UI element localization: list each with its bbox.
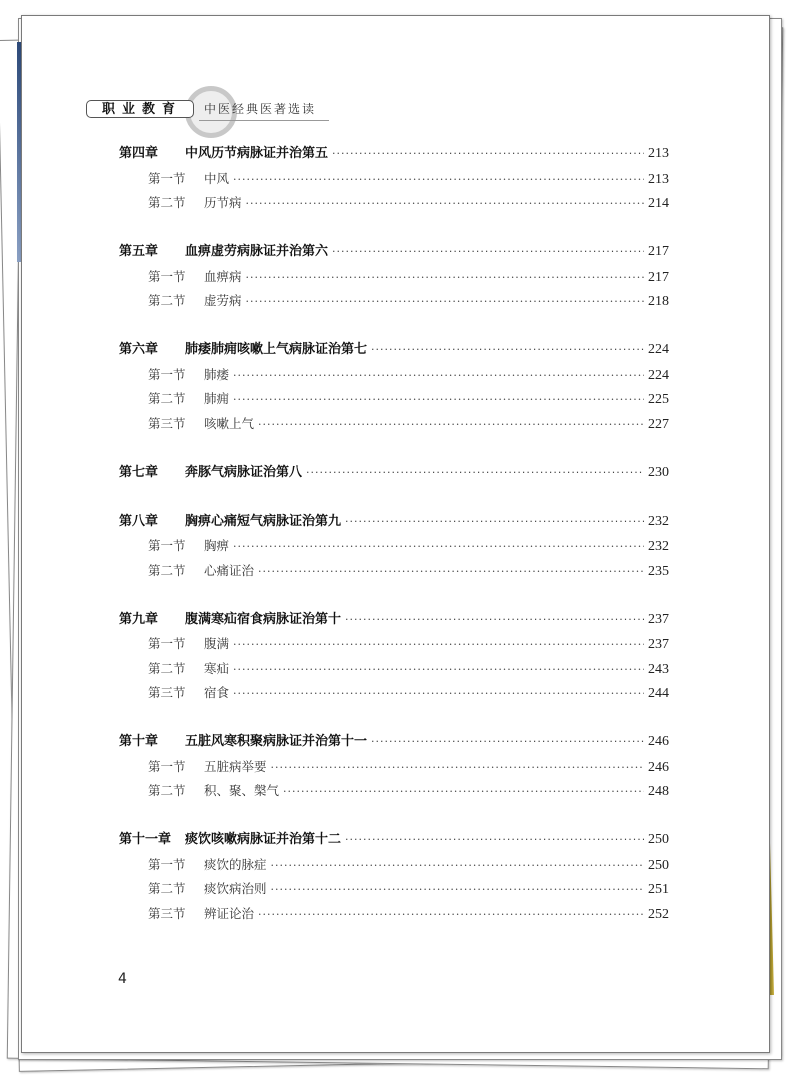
toc-section-entry-page: 250 [648, 857, 669, 873]
toc-section-entry-number: 第一节 [148, 268, 186, 284]
toc-section-entry-title: 心痛证治 [204, 562, 255, 578]
toc-section-entry-page: 248 [648, 784, 669, 799]
dot-leader [258, 903, 644, 928]
toc-chapter-entry-page: 250 [648, 832, 669, 847]
toc-section-entry-page: 232 [648, 539, 669, 554]
chapter-group [119, 730, 669, 804]
toc-chapter-entry-title: 五脏风寒积聚病脉证并治第十一 [185, 734, 368, 749]
dot-leader [332, 240, 644, 265]
toc-chapter-entry-number: 第七章 [119, 464, 159, 480]
chapter-group [119, 461, 669, 486]
toc-section-entry-title: 胸痹 [204, 538, 230, 553]
toc-section-entry-title: 咳嗽上气 [204, 415, 255, 431]
toc-section-entry-title: 腹满 [204, 636, 230, 651]
dot-leader [246, 266, 644, 291]
header-rule [199, 120, 329, 121]
toc-section-entry-title: 肺痿 [204, 366, 230, 382]
toc-section-entry-number: 第二节 [148, 562, 186, 578]
toc-section-entry[interactable] [119, 412, 669, 437]
toc-section-entry-number: 第三节 [148, 685, 186, 700]
toc-chapter-entry-page: 237 [648, 611, 669, 627]
toc-section-entry[interactable] [119, 853, 669, 878]
dot-leader [233, 682, 644, 707]
dot-leader [233, 633, 644, 658]
toc-section-entry[interactable] [119, 779, 669, 804]
toc-section-entry[interactable] [119, 387, 669, 412]
toc-chapter-entry-page: 246 [648, 734, 669, 749]
toc-section-entry-number: 第一节 [148, 366, 186, 382]
toc-section-entry-title: 寒疝 [204, 660, 230, 676]
toc-chapter-entry[interactable] [119, 828, 669, 853]
toc-section-entry-page: 237 [648, 637, 669, 652]
toc-section-entry-title: 中风 [204, 170, 230, 186]
toc-chapter-entry[interactable] [119, 142, 669, 167]
dot-leader [233, 658, 644, 683]
toc-section-entry-number: 第二节 [148, 391, 186, 406]
toc-chapter-entry-page: 213 [648, 146, 669, 161]
toc-section-entry[interactable] [119, 755, 669, 780]
dot-leader [258, 413, 644, 438]
dot-leader [345, 608, 644, 633]
dot-leader [233, 388, 644, 413]
toc-chapter-entry-page: 224 [648, 342, 669, 357]
toc-section-entry-page: 214 [648, 196, 669, 211]
toc-chapter-entry[interactable] [119, 338, 669, 363]
dot-leader [345, 510, 644, 535]
toc-section-entry-title: 五脏病举要 [204, 758, 267, 774]
toc-section-entry-title: 辨证论治 [204, 905, 255, 921]
toc-chapter-entry-number: 第九章 [119, 611, 159, 627]
dot-leader [233, 364, 644, 389]
toc-section-entry[interactable] [119, 657, 669, 682]
toc-chapter-entry[interactable] [119, 730, 669, 755]
dot-leader [233, 535, 644, 560]
toc-section-entry-page: 227 [648, 416, 669, 432]
toc-chapter-entry[interactable] [119, 461, 669, 486]
table-of-contents [119, 142, 669, 951]
toc-section-entry-number: 第一节 [148, 856, 186, 872]
toc-section-entry-page: 251 [648, 882, 669, 897]
dot-leader [371, 338, 644, 363]
toc-chapter-entry-number: 第十章 [119, 734, 159, 749]
toc-section-entry-title: 痰饮的脉症 [204, 856, 267, 872]
dot-leader [345, 828, 644, 853]
toc-chapter-entry-title: 中风历节病脉证并治第五 [185, 146, 329, 161]
toc-section-entry-number: 第二节 [148, 881, 186, 896]
toc-chapter-entry-title: 胸痹心痛短气病脉证治第九 [185, 513, 342, 529]
header-badge: 职业教育 [86, 100, 194, 118]
toc-section-entry-number: 第二节 [148, 783, 186, 798]
dot-leader [271, 854, 644, 879]
toc-chapter-entry-page: 232 [648, 513, 669, 529]
toc-chapter-entry[interactable] [119, 240, 669, 265]
toc-chapter-entry-title: 痰饮咳嗽病脉证并治第十二 [185, 832, 342, 847]
dot-leader [258, 560, 644, 585]
toc-section-entry-page: 252 [648, 906, 669, 922]
toc-chapter-entry-number: 第五章 [119, 244, 159, 259]
chapter-group [119, 142, 669, 216]
toc-section-entry-title: 肺痈 [204, 391, 230, 406]
dot-leader [371, 730, 644, 755]
dot-leader [233, 168, 644, 193]
toc-section-entry-page: 225 [648, 392, 669, 407]
toc-section-entry-number: 第二节 [148, 660, 186, 676]
page-number: 4 [118, 971, 127, 987]
book-page [21, 15, 770, 1053]
chapter-group [119, 828, 669, 926]
toc-section-entry-title: 历节病 [204, 195, 242, 210]
toc-chapter-entry-title: 血痹虚劳病脉证并治第六 [185, 244, 329, 259]
toc-chapter-entry[interactable] [119, 608, 669, 633]
toc-section-entry[interactable] [119, 534, 669, 559]
dot-leader [271, 878, 644, 903]
chapter-group [119, 338, 669, 436]
toc-section-entry-title: 宿食 [204, 685, 230, 700]
toc-section-entry-page: 243 [648, 661, 669, 677]
chapter-group [119, 510, 669, 584]
toc-section-entry-number: 第二节 [148, 195, 186, 210]
toc-section-entry-title: 积、聚、槃气 [204, 783, 280, 798]
toc-section-entry-page: 217 [648, 269, 669, 285]
running-header [86, 86, 346, 136]
toc-section-entry-number: 第一节 [148, 758, 186, 774]
toc-chapter-entry-title: 肺痿肺痈咳嗽上气病脉证治第七 [185, 342, 368, 357]
chapter-group [119, 608, 669, 706]
toc-section-entry[interactable] [119, 289, 669, 314]
toc-section-entry[interactable] [119, 191, 669, 216]
toc-section-entry-number: 第一节 [148, 636, 186, 651]
toc-chapter-entry-page: 230 [648, 464, 669, 480]
toc-chapter-entry[interactable] [119, 510, 669, 535]
chapter-group [119, 240, 669, 314]
toc-section-entry-title: 虚劳病 [204, 293, 242, 308]
toc-section-entry[interactable] [119, 632, 669, 657]
toc-section-entry-page: 213 [648, 171, 669, 187]
dot-leader [246, 290, 644, 315]
toc-section-entry-page: 218 [648, 294, 669, 309]
dot-leader [306, 461, 644, 486]
toc-section-entry-page: 224 [648, 367, 669, 383]
dot-leader [332, 142, 644, 167]
toc-section-entry-title: 血痹病 [204, 268, 242, 284]
toc-section-entry-number: 第一节 [148, 538, 186, 553]
toc-section-entry-page: 246 [648, 759, 669, 775]
toc-section-entry[interactable] [119, 363, 669, 388]
toc-section-entry-page: 235 [648, 563, 669, 579]
toc-chapter-entry-number: 第四章 [119, 146, 159, 161]
toc-chapter-entry-number: 第八章 [119, 513, 159, 529]
toc-chapter-entry-number: 第六章 [119, 342, 159, 357]
toc-chapter-entry-page: 217 [648, 244, 669, 259]
toc-section-entry-number: 第一节 [148, 170, 186, 186]
toc-section-entry-number: 第二节 [148, 293, 186, 308]
toc-section-entry[interactable] [119, 559, 669, 584]
dot-leader [271, 756, 644, 781]
toc-section-entry[interactable] [119, 902, 669, 927]
toc-section-entry[interactable] [119, 167, 669, 192]
toc-chapter-entry-title: 腹满寒疝宿食病脉证治第十 [185, 611, 342, 627]
toc-chapter-entry-title: 奔豚气病脉证治第八 [185, 464, 303, 480]
toc-section-entry[interactable] [119, 265, 669, 290]
toc-section-entry-number: 第三节 [148, 415, 186, 431]
toc-section-entry[interactable] [119, 877, 669, 902]
header-subtitle: 中医经典医著选读 [204, 102, 317, 116]
toc-chapter-entry-number: 第十一章 [119, 832, 172, 847]
toc-section-entry-page: 244 [648, 686, 669, 701]
toc-section-entry-title: 痰饮病治则 [204, 881, 267, 896]
dot-leader [283, 780, 644, 805]
dot-leader [246, 192, 644, 217]
toc-section-entry[interactable] [119, 681, 669, 706]
toc-section-entry-number: 第三节 [148, 905, 186, 921]
